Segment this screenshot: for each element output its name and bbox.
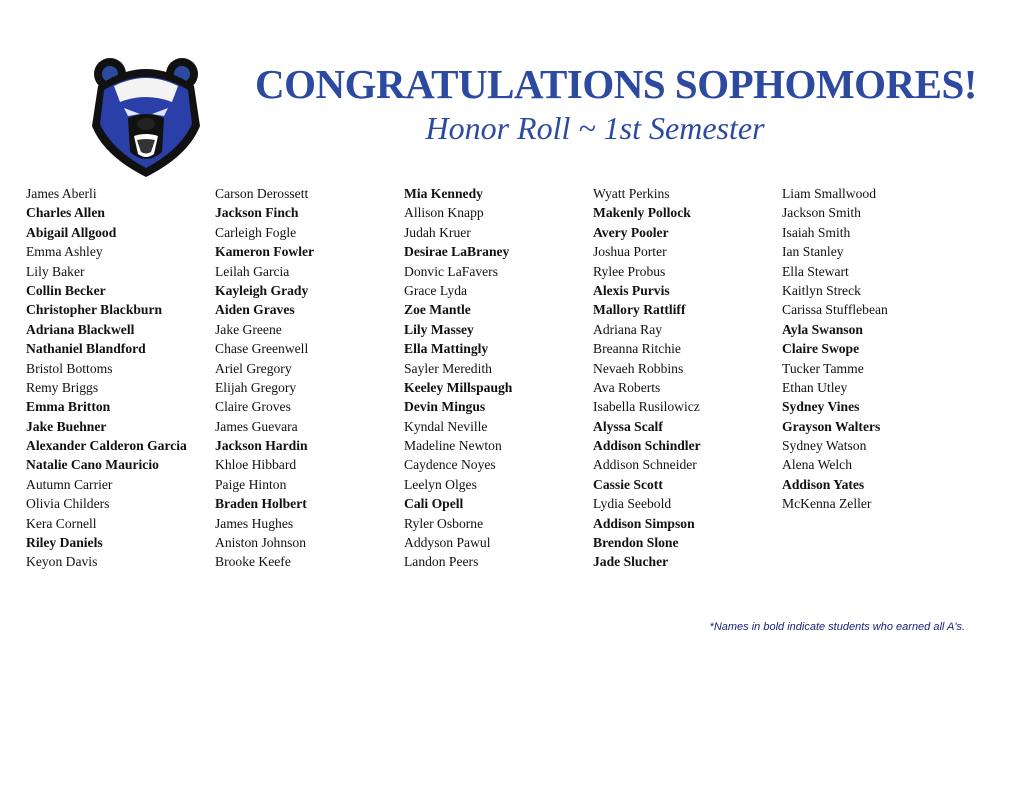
student-name: Allison Knapp bbox=[404, 205, 484, 221]
student-name-all-as: Alyssa Scalf bbox=[593, 418, 663, 434]
student-name-all-as: Lily Massey bbox=[404, 321, 474, 337]
student-name: Joshua Porter bbox=[593, 244, 667, 260]
student-name-all-as: Riley Daniels bbox=[26, 535, 103, 551]
student-name: Liam Smallwood bbox=[782, 186, 877, 201]
student-name: Kyndal Neville bbox=[404, 418, 488, 434]
student-name: James Aberli bbox=[26, 186, 97, 201]
student-name: Ethan Utley bbox=[782, 379, 848, 395]
student-name: Jackson Smith bbox=[782, 205, 861, 221]
student-name-all-as: Addison Schindler bbox=[593, 438, 701, 454]
student-name: Adriana Ray bbox=[593, 321, 663, 337]
student-name: Tucker Tamme bbox=[782, 360, 864, 376]
student-name: Bristol Bottoms bbox=[26, 360, 113, 376]
student-name: Olivia Childers bbox=[26, 496, 110, 512]
student-name: Isabella Rusilowicz bbox=[593, 399, 700, 415]
student-name: Chase Greenwell bbox=[215, 341, 309, 357]
student-name: Aniston Johnson bbox=[215, 535, 307, 551]
student-name-all-as: Claire Swope bbox=[782, 341, 860, 357]
student-name-all-as: Grayson Walters bbox=[782, 418, 881, 434]
student-name-all-as: Mallory Rattliff bbox=[593, 302, 686, 318]
page-title: CONGRATULATIONS SOPHOMORES! bbox=[255, 61, 977, 107]
student-name: Addison Schneider bbox=[593, 457, 697, 473]
student-name: Lily Baker bbox=[26, 263, 85, 279]
student-name: Claire Groves bbox=[215, 399, 291, 415]
student-name: Donvic LaFavers bbox=[404, 263, 498, 279]
name-column-1 bbox=[26, 184, 187, 572]
student-name-all-as: Desirae LaBraney bbox=[404, 244, 510, 260]
student-name: Emma Ashley bbox=[26, 244, 103, 260]
student-name-all-as: Ayla Swanson bbox=[782, 321, 863, 337]
student-name-all-as: Kayleigh Grady bbox=[215, 282, 309, 298]
student-name: Breanna Ritchie bbox=[593, 341, 681, 357]
student-name: Remy Briggs bbox=[26, 379, 99, 395]
student-name-all-as: Devin Mingus bbox=[404, 399, 486, 415]
student-name-all-as: Aiden Graves bbox=[215, 302, 295, 318]
student-name-all-as: Mia Kennedy bbox=[404, 186, 483, 201]
page-subtitle: Honor Roll ~ 1st Semester bbox=[425, 110, 765, 146]
student-name-all-as: Charles Allen bbox=[26, 205, 105, 221]
student-name: Alena Welch bbox=[782, 457, 852, 473]
student-name-all-as: Emma Britton bbox=[26, 399, 111, 415]
student-name-all-as: Addison Simpson bbox=[593, 515, 695, 531]
student-name-all-as: Abigail Allgood bbox=[26, 224, 117, 240]
student-name: Caydence Noyes bbox=[404, 457, 496, 473]
student-name: Lydia Seebold bbox=[593, 496, 672, 512]
student-name: Carissa Stufflebean bbox=[782, 302, 888, 318]
bear-mascot-logo bbox=[88, 56, 204, 178]
student-name-all-as: Cassie Scott bbox=[593, 476, 663, 492]
student-name: Kaitlyn Streck bbox=[782, 282, 861, 298]
name-column-2 bbox=[215, 184, 314, 572]
student-name: Ian Stanley bbox=[782, 244, 844, 260]
student-name-all-as: Keeley Millspaugh bbox=[404, 379, 513, 395]
student-name-all-as: Ella Mattingly bbox=[404, 341, 489, 357]
student-name: McKenna Zeller bbox=[782, 496, 872, 512]
student-name: Nevaeh Robbins bbox=[593, 360, 684, 376]
student-name: Khloe Hibbard bbox=[215, 457, 297, 473]
student-name: Sydney Watson bbox=[782, 438, 867, 454]
student-name: Addyson Pawul bbox=[404, 535, 491, 551]
student-name: Judah Kruer bbox=[404, 224, 471, 240]
student-name: James Guevara bbox=[215, 418, 298, 434]
student-name: Carson Derossett bbox=[215, 186, 309, 201]
student-name-all-as: Adriana Blackwell bbox=[26, 321, 135, 337]
student-name-all-as: Collin Becker bbox=[26, 282, 106, 298]
student-name: Paige Hinton bbox=[215, 476, 287, 492]
student-name: Keyon Davis bbox=[26, 554, 98, 570]
student-name: Kera Cornell bbox=[26, 515, 97, 531]
student-name: Leilah Garcia bbox=[215, 263, 290, 279]
student-name: Isaiah Smith bbox=[782, 224, 851, 240]
student-name: Jake Greene bbox=[215, 321, 282, 337]
student-name: Brooke Keefe bbox=[215, 554, 291, 570]
student-name-all-as: Jackson Hardin bbox=[215, 438, 308, 454]
student-name: Autumn Carrier bbox=[26, 476, 113, 492]
student-name: Madeline Newton bbox=[404, 438, 502, 454]
student-name: Rylee Probus bbox=[593, 263, 666, 279]
student-name-all-as: Natalie Cano Mauricio bbox=[26, 457, 159, 473]
student-name: Leelyn Olges bbox=[404, 476, 477, 492]
student-name: Ryler Osborne bbox=[404, 515, 484, 531]
student-name-all-as: Makenly Pollock bbox=[593, 205, 691, 221]
student-name-all-as: Braden Holbert bbox=[215, 496, 307, 512]
student-name-all-as: Addison Yates bbox=[782, 476, 865, 492]
student-name: Sayler Meredith bbox=[404, 360, 492, 376]
student-name: Elijah Gregory bbox=[215, 379, 297, 395]
name-column-3 bbox=[404, 184, 512, 572]
student-name-all-as: Cali Opell bbox=[404, 496, 464, 512]
student-name-all-as: Jackson Finch bbox=[215, 205, 299, 221]
student-name-all-as: Alexis Purvis bbox=[593, 282, 670, 298]
student-name-all-as: Avery Pooler bbox=[593, 224, 669, 240]
student-name-all-as: Kameron Fowler bbox=[215, 244, 315, 260]
student-name: Landon Peers bbox=[404, 554, 479, 570]
student-name: Carleigh Fogle bbox=[215, 224, 297, 240]
student-name: Ava Roberts bbox=[593, 379, 661, 395]
student-name: Ariel Gregory bbox=[215, 360, 292, 376]
student-name-all-as: Christopher Blackburn bbox=[26, 302, 163, 318]
student-name-all-as: Jake Buehner bbox=[26, 418, 107, 434]
student-name-all-as: Zoe Mantle bbox=[404, 302, 471, 318]
footnote: *Names in bold indicate students who earned all A's. bbox=[709, 621, 965, 633]
name-column-5 bbox=[782, 184, 888, 514]
student-name: Ella Stewart bbox=[782, 263, 849, 279]
student-name-all-as: Brendon Slone bbox=[593, 535, 679, 551]
student-name-all-as: Nathaniel Blandford bbox=[26, 341, 146, 357]
student-name-all-as: Jade Slucher bbox=[593, 554, 669, 570]
student-name-all-as: Sydney Vines bbox=[782, 399, 860, 415]
name-column-4 bbox=[593, 184, 701, 572]
student-name: James Hughes bbox=[215, 515, 294, 531]
student-name-all-as: Alexander Calderon Garcia bbox=[26, 438, 187, 454]
student-name: Grace Lyda bbox=[404, 282, 468, 298]
student-name: Wyatt Perkins bbox=[593, 186, 670, 201]
